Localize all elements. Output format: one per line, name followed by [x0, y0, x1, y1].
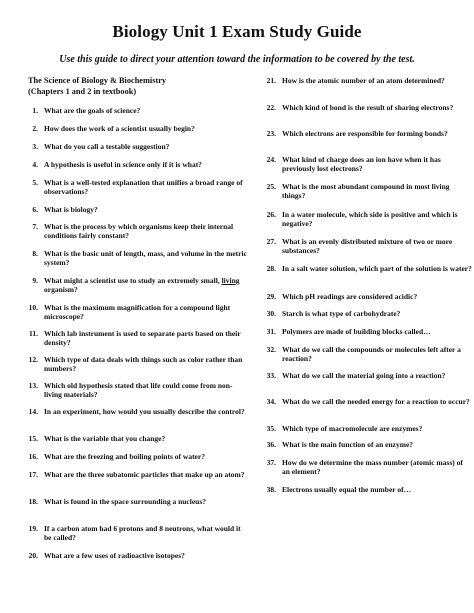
section-heading-line2: (Chapters 1 and 2 in textbook) [28, 86, 137, 96]
question-text: What is the basic unit of length, mass, and volume in the metric system? [44, 249, 247, 268]
question-text: What might a scientist use to study an extremely small, living organism? [44, 276, 240, 295]
question-text: What are the freezing and boiling points of water? [44, 452, 205, 461]
question-text: Which type of data deals with things such as color rather than numbers? [44, 355, 243, 374]
question-number: 3. [32, 142, 38, 151]
question-text: How does the work of a scientist usually begin? [44, 124, 195, 133]
question-text: Which old hypothesis stated that life could come from non-living materials? [44, 381, 233, 400]
question-number: 17. [28, 470, 38, 479]
question-text: What do we call the material going into a reaction? [282, 371, 446, 380]
section-heading [28, 76, 166, 97]
question-text: What is a well-tested explanation that unifies a broad range of observations? [44, 178, 243, 197]
question-text: What is the variable that you change? [44, 434, 166, 443]
question-text: Which type of macromolecule are enzymes? [282, 424, 423, 433]
question-text: In a salt water solution, which part of the solution is water? [282, 264, 472, 273]
question-text: Which pH readings are considered acidic? [282, 292, 418, 301]
question-number: 33. [266, 371, 276, 380]
question-text: What is found in the space surrounding a nucleus? [44, 497, 206, 506]
page-title: Biology Unit 1 Exam Study Guide [112, 22, 362, 41]
question-number: 8. [32, 249, 38, 258]
question-text: What is biology? [44, 205, 98, 214]
question-text: Which electrons are responsible for forming bonds? [282, 129, 448, 138]
question-text: Polymers are made of building blocks called… [282, 327, 431, 336]
question-number: 18. [28, 497, 38, 506]
question-text: What are the goals of science? [44, 106, 141, 115]
question-number: 25. [266, 182, 276, 191]
question-text: Electrons usually equal the number of… [282, 485, 412, 494]
question-text: What is an evenly distributed mixture of two or more substances? [282, 237, 453, 256]
question-number: 34. [266, 397, 276, 406]
question-number: 12. [28, 355, 38, 364]
question-number: 15. [28, 434, 38, 443]
question-number: 36. [266, 440, 276, 449]
question-text: In a water molecule, which side is positive and which is negative? [282, 210, 458, 229]
question-text: What kind of charge does an ion have when it has previously lost electrons? [282, 155, 441, 174]
question-number: 38. [266, 485, 276, 494]
question-number: 21. [266, 76, 276, 85]
question-number: 37. [266, 458, 276, 467]
question-number: 7. [32, 222, 38, 231]
question-number: 32. [266, 345, 276, 354]
question-text: What is the maximum magnification for a compound light microscope? [44, 303, 231, 322]
underlined-word: living [221, 276, 240, 285]
question-text: Starch is what type of carbohydrate? [282, 309, 401, 318]
question-text: How do we determine the mass number (atomic mass) of an element? [282, 458, 463, 477]
question-number: 26. [266, 210, 276, 219]
question-number: 6. [32, 205, 38, 214]
question-number: 5. [32, 178, 38, 187]
question-number: 19. [28, 524, 38, 533]
question-number: 29. [266, 292, 276, 301]
page-subtitle: Use this guide to direct your attention toward the information to be covered by the test. [59, 54, 415, 65]
question-text: A hypothesis is useful in science only if it is what? [44, 160, 202, 169]
question-text: What is the main function of an enzyme? [282, 440, 414, 449]
question-text: Which kind of bond is the result of sharing electrons? [282, 103, 454, 112]
question-number: 27. [266, 237, 276, 246]
question-text: How is the atomic number of an atom determined? [282, 76, 445, 85]
question-number: 14. [28, 407, 38, 416]
section-heading-line1: The Science of Biology & Biochemistry [28, 76, 167, 85]
question-number: 23. [266, 129, 276, 138]
question-text: What do we call the needed energy for a reaction to occur? [282, 397, 470, 406]
question-text: What is the process by which organisms keep their internal conditions fairly constant? [44, 222, 234, 241]
question-text: What do you call a testable suggestion? [44, 142, 170, 151]
question-number: 30. [266, 309, 276, 318]
question-number: 20. [28, 551, 38, 560]
question-number: 4. [32, 160, 38, 169]
question-text: What are a few uses of radioactive isotopes? [44, 551, 185, 560]
question-number: 1. [32, 106, 38, 115]
question-number: 11. [29, 329, 38, 338]
question-number: 16. [28, 452, 38, 461]
question-number: 28. [266, 264, 276, 273]
question-text: Which lab instrument is used to separate parts based on their density? [44, 329, 241, 348]
question-text: If a carbon atom had 6 protons and 8 neutrons, what would it be called? [44, 524, 241, 543]
question-text: What is the most abundant compound in most living things? [282, 182, 450, 201]
question-number: 10. [28, 303, 38, 312]
question-number: 22. [266, 103, 276, 112]
question-number: 9. [32, 276, 38, 285]
question-number: 31. [266, 327, 276, 336]
question-number: 13. [28, 381, 38, 390]
question-number: 2. [32, 124, 38, 133]
question-text: What do we call the compounds or molecules left after a reaction? [282, 345, 461, 364]
question-text: What are the three subatomic particles that make up an atom? [44, 470, 245, 479]
question-number: 24. [266, 155, 276, 164]
question-text: In an experiment, how would you usually describe the control? [44, 407, 245, 416]
question-number: 35. [266, 424, 276, 433]
